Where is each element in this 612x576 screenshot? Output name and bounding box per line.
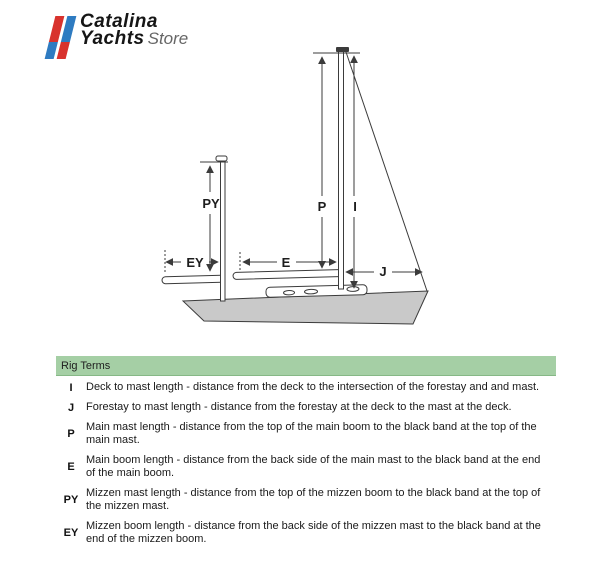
p-label: P [317,199,327,214]
rig-terms-header: Rig Terms [56,356,556,376]
cabin [266,285,367,298]
rig-description: Main mast length - distance from the top of the main boom to the black band at the top of the main mast. [86,421,537,446]
porthole [283,290,294,295]
rig-term-row [56,381,556,394]
porthole [347,286,359,291]
rig-term-row [56,421,556,447]
logo-brand-top: Catalina [80,11,158,32]
mizzen-masthead-cap [216,156,227,161]
mizzen-boom [162,275,225,284]
j-label: J [379,264,387,279]
main-masthead-cap [336,47,349,52]
rig-terms-rows [56,376,556,546]
rig-terms-table [56,356,556,553]
rig-term-row [56,401,556,414]
rig-term: J [67,401,75,414]
rig-description: Deck to mast length - distance from the deck to the intersection of the forestay and and mast. [86,381,540,393]
rig-description: Mizzen mast length - distance from the top of the mizzen boom to the black band at the top of the mizzen mast. [86,487,541,512]
porthole [304,289,317,294]
rig-term: I [69,381,73,394]
store-logo[interactable] [44,13,188,59]
rig-description: Main boom length - distance from the back side of the main mast to the black band at the end of the main boom. [86,454,541,479]
logo-brand-bottom: Yachts [80,28,145,49]
rig-term-row [56,487,556,513]
forestay-line [346,52,427,291]
rig-term-row [56,454,556,480]
rig-term: P [67,428,75,440]
rig-term-row [56,520,556,546]
rig-term: PY [63,494,79,506]
i-label: I [353,199,357,214]
py-label: PY [202,196,220,211]
main-mast [339,48,344,289]
rig-description: Mizzen boom length - distance from the back side of the mizzen mast to the black band at the end of the mizzen boom. [86,520,541,545]
mizzen-mast [221,160,226,301]
logo-stripes [44,13,78,59]
rig-term: EY [63,527,79,539]
rig-term: E [67,461,75,473]
e-label: E [281,255,291,270]
main-boom [233,270,342,280]
ey-label: EY [186,255,204,270]
logo-text [80,13,188,48]
logo-brand-suffix: Store [147,29,189,48]
rig-description: Forestay to mast length - distance from the forestay at the deck to the mast at the deck. [86,401,512,413]
